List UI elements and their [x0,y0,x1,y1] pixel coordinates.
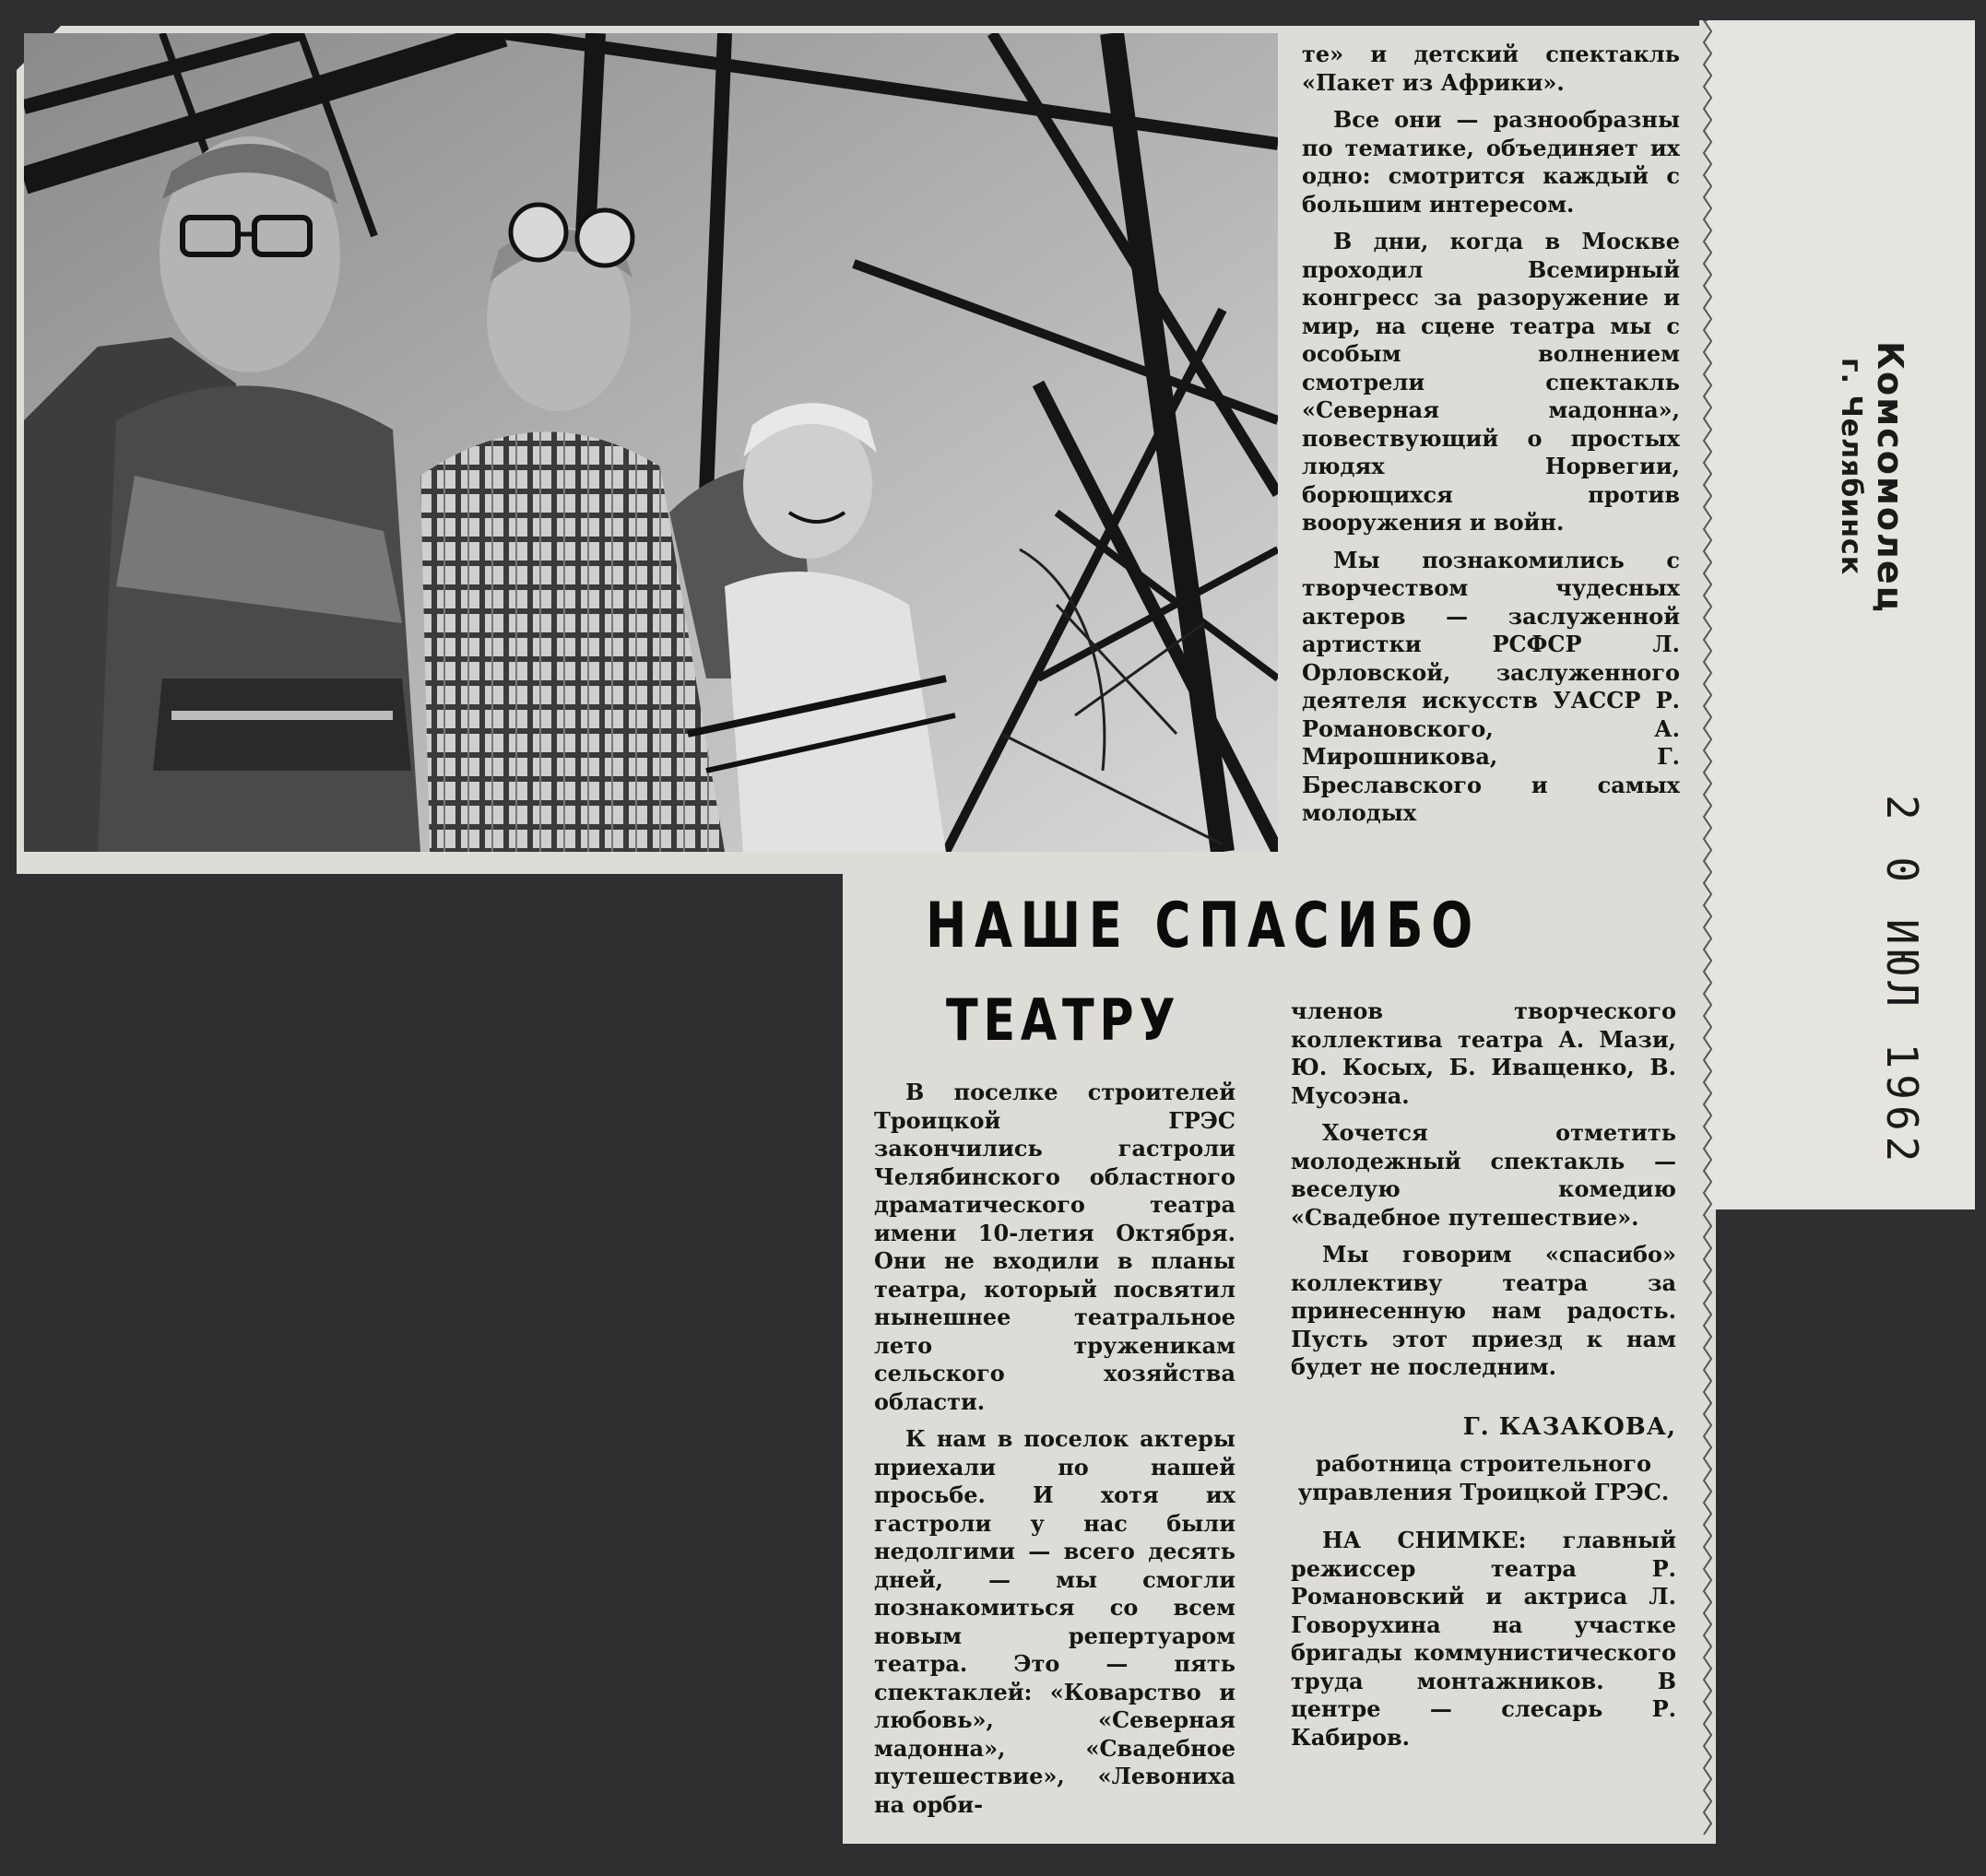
paragraph-continuation: членов творческого коллектива театра А. Мази, Ю. Косых, Б. Иващенко, В. Мусоэна. [1291,997,1676,1109]
photo-caption: НА СНИМКЕ: главный режиссер театра Р. Романовский и актриса Л. Говорухина на участке бригады коммунистического труда монтажников. В центре — слесарь Р. Кабиров. [1291,1527,1676,1751]
torn-edge [1699,20,1716,1844]
paragraph: Все они — разнообразны по тематике, объединяет их одно: смотрится каждый с большим интересом. [1302,106,1680,218]
paragraph: В поселке строителей Троицкой ГРЭС закончились гастроли Челябинского областного драматического театра имени 10-летия Октября. Они не входили в планы театра, который посвятил нынешнее театральное лето труженикам сельского хозяйства области. [874,1079,1235,1415]
paragraph: Хочется отметить молодежный спектакль — веселую комедию «Свадебное путешествие». [1291,1119,1676,1231]
paragraph: Мы познакомились с творчеством чудесных актеров — заслуженной артистки РСФСР Л. Орловской, заслуженного деятеля искусств УАССР Р. Романовского, А. Мирошникова, Г. Бреславского и самых молодых [1302,546,1680,826]
date-stamp: 2 0 ИЮЛ 1962 [1877,795,1927,1168]
author-signature: Г. КАЗАКОВА, [1462,1412,1676,1441]
author-role: работница строительного управления Троицкой ГРЭС. [1297,1450,1670,1505]
headline: НАШЕ СПАСИБО [926,890,1481,962]
newspaper-name-stamp: Комсомолец [1870,341,1910,614]
paragraph: К нам в поселок актеры приехали по нашей просьбе. И хотя их гастроли у нас были недолгими — всего десять дней, — мы смогли познакомиться со всем новым репертуаром театра. Это — пять спектаклей: «Коварство и любовь», «Северная мадонна», «Свадебное путешествие», «Левониха на орби- [874,1425,1235,1818]
paragraph: Мы говорим «спасибо» коллективу театра за принесенную нам радость. Пусть этот приезд к нам будет не последним. [1291,1241,1676,1380]
headline-continued: ТЕАТРУ [946,986,1181,1054]
article-column-top-right [1302,41,1680,828]
article-column-bottom-right [1291,997,1676,1752]
city-stamp: г. Челябинск [1835,358,1867,576]
archive-stamp-strip [1708,20,1975,1209]
article-photo [24,33,1278,852]
paragraph: те» и детский спектакль «Пакет из Африки». [1302,41,1680,96]
paragraph: В дни, когда в Москве проходил Всемирный конгресс за разоружение и мир, на сцене театра мы с особым волнением смотрели спектакль «Северная мадонна», повествующий о простых людях Норвегии, борющихся против вооружения и войн. [1302,228,1680,536]
article-column-bottom-left [874,1079,1235,1819]
